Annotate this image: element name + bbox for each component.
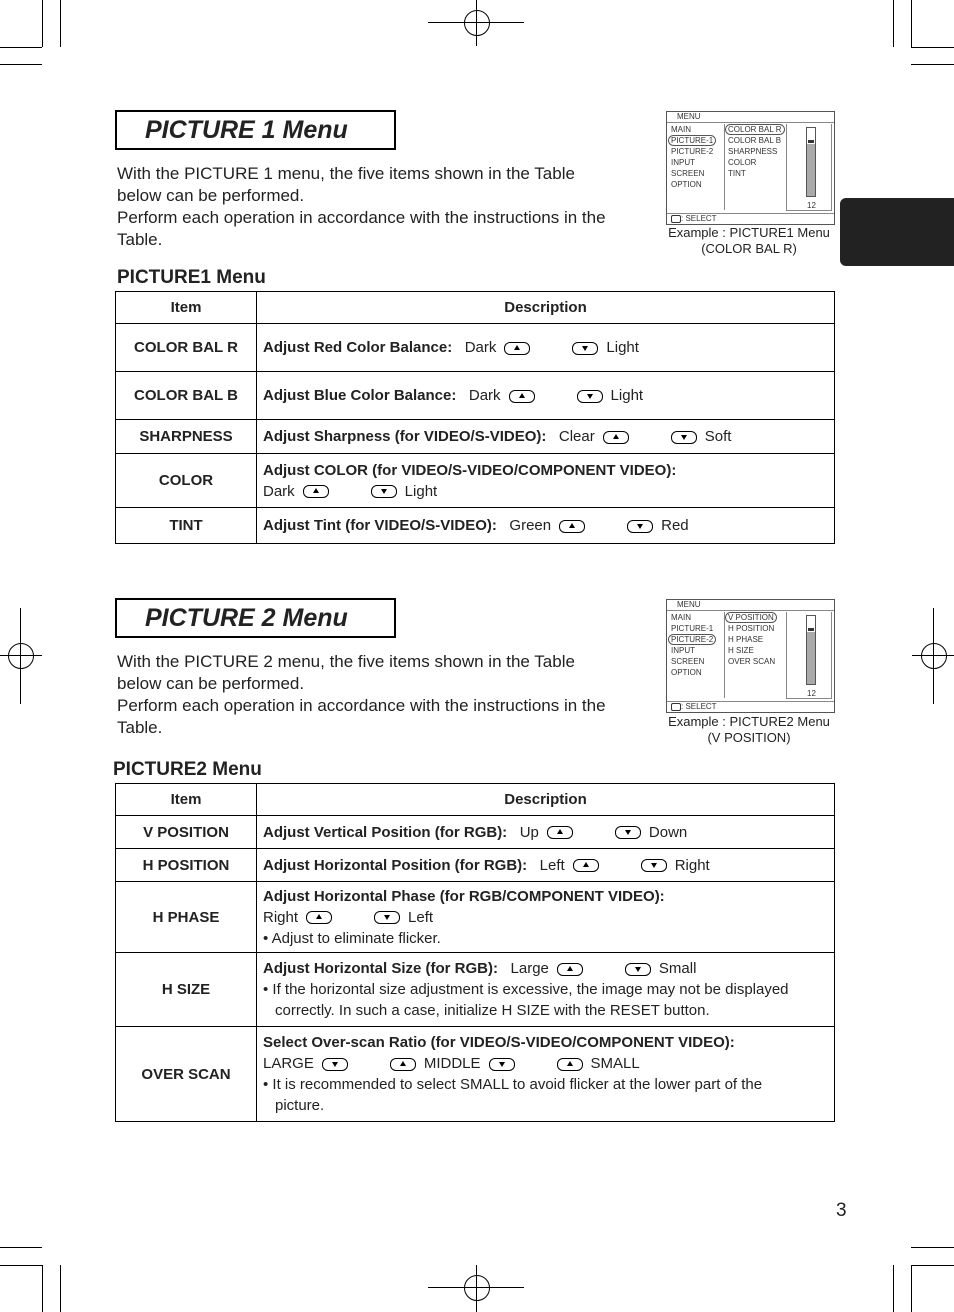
crop-mark bbox=[911, 1265, 954, 1266]
up-arrow-icon bbox=[603, 431, 629, 444]
picture2-table bbox=[115, 783, 835, 1122]
up-arrow-icon bbox=[303, 485, 329, 498]
down-arrow-icon bbox=[671, 431, 697, 444]
menu-footer: : SELECT bbox=[667, 213, 834, 224]
crop-mark bbox=[42, 1265, 43, 1312]
up-arrow-icon bbox=[504, 342, 530, 355]
menu-value: 12 bbox=[807, 689, 816, 698]
table-row: COLOR BAL R Adjust Red Color Balance: Dark Light bbox=[116, 324, 835, 372]
table-header-row bbox=[116, 292, 835, 324]
menu-right-column: COLOR BAL R COLOR BAL B SHARPNESS COLOR TINT bbox=[724, 124, 790, 210]
up-arrow-icon bbox=[559, 520, 585, 533]
crop-mark bbox=[42, 0, 43, 47]
up-arrow-icon bbox=[557, 1058, 583, 1071]
table-row: COLOR BAL B Adjust Blue Color Balance: Dark Light bbox=[116, 372, 835, 420]
column-header-description: Description bbox=[257, 784, 835, 816]
up-arrow-icon bbox=[306, 911, 332, 924]
menu-slider bbox=[806, 615, 816, 685]
crop-mark bbox=[0, 47, 42, 48]
select-icon bbox=[671, 703, 681, 711]
menu-slider-panel bbox=[786, 612, 832, 699]
down-arrow-icon bbox=[625, 963, 651, 976]
registration-mark bbox=[921, 643, 947, 669]
menu-left-column: MAIN PICTURE-1 PICTURE-2 INPUT SCREEN OPTION bbox=[671, 124, 721, 190]
table-row: H POSITION Adjust Horizontal Position (for RGB): Left Right bbox=[116, 849, 835, 882]
down-arrow-icon bbox=[572, 342, 598, 355]
crop-mark bbox=[911, 47, 954, 48]
crop-mark bbox=[911, 0, 912, 47]
picture1-title-box bbox=[115, 110, 396, 150]
crop-mark bbox=[0, 64, 42, 65]
up-arrow-icon bbox=[573, 859, 599, 872]
crop-mark bbox=[0, 1247, 42, 1248]
picture2-caption: Example : PICTURE2 Menu (V POSITION) bbox=[668, 714, 830, 745]
table-row: COLOR Adjust COLOR (for VIDEO/S-VIDEO/COMPONENT VIDEO): Dark Light bbox=[116, 454, 835, 508]
column-header-description: Description bbox=[257, 292, 835, 324]
down-arrow-icon bbox=[641, 859, 667, 872]
column-header-item: Item bbox=[116, 784, 257, 816]
menu-header: MENU bbox=[667, 112, 834, 123]
menu-slider bbox=[806, 127, 816, 197]
down-arrow-icon bbox=[489, 1058, 515, 1071]
select-icon bbox=[671, 215, 681, 223]
crop-mark bbox=[911, 1247, 954, 1248]
crop-mark bbox=[911, 1265, 912, 1312]
table-row: H SIZE Adjust Horizontal Size (for RGB): Large Small • If the horizontal size adjustment is excessive, the image may not be displayed correctly. In such a case, initialize H SIZE with the RESET button. bbox=[116, 953, 835, 1027]
picture2-menu-example bbox=[666, 599, 835, 713]
picture1-table bbox=[115, 291, 835, 544]
page-number: 3 bbox=[836, 1200, 847, 1221]
registration-mark bbox=[464, 1275, 490, 1301]
down-arrow-icon bbox=[374, 911, 400, 924]
table-header-row bbox=[116, 784, 835, 816]
registration-mark bbox=[8, 643, 34, 669]
menu-value: 12 bbox=[807, 201, 816, 210]
registration-mark bbox=[464, 10, 490, 36]
picture1-menu-example bbox=[666, 111, 835, 225]
chapter-tab bbox=[840, 198, 954, 266]
table-row: TINT Adjust Tint (for VIDEO/S-VIDEO): Green Red bbox=[116, 508, 835, 544]
picture1-title: PICTURE 1 Menu bbox=[145, 116, 348, 144]
column-header-item: Item bbox=[116, 292, 257, 324]
crop-mark bbox=[0, 1265, 42, 1266]
picture1-section-heading: PICTURE1 Menu bbox=[117, 267, 266, 288]
picture2-section-heading: PICTURE2 Menu bbox=[113, 759, 262, 780]
picture2-title-box bbox=[115, 598, 396, 638]
up-arrow-icon bbox=[557, 963, 583, 976]
crop-mark bbox=[893, 0, 894, 47]
crop-mark bbox=[893, 1265, 894, 1312]
up-arrow-icon bbox=[547, 826, 573, 839]
picture2-title: PICTURE 2 Menu bbox=[145, 604, 348, 632]
picture1-intro: With the PICTURE 1 menu, the five items shown in the Table below can be performed. Perform each operation in accordance with the instructions in the Table. bbox=[117, 164, 606, 249]
up-arrow-icon bbox=[509, 390, 535, 403]
down-arrow-icon bbox=[577, 390, 603, 403]
menu-left-column: MAIN PICTURE-1 PICTURE-2 INPUT SCREEN OPTION bbox=[671, 612, 721, 678]
up-arrow-icon bbox=[390, 1058, 416, 1071]
table-row: OVER SCAN Select Over-scan Ratio (for VIDEO/S-VIDEO/COMPONENT VIDEO): LARGE MIDDLE SMALL • It is recommended to select SMALL to avoid flicker at the lower part of the picture. bbox=[116, 1027, 835, 1122]
down-arrow-icon bbox=[615, 826, 641, 839]
menu-slider-panel bbox=[786, 124, 832, 211]
crop-mark bbox=[911, 64, 954, 65]
down-arrow-icon bbox=[627, 520, 653, 533]
table-row: V POSITION Adjust Vertical Position (for RGB): Up Down bbox=[116, 816, 835, 849]
crop-mark bbox=[60, 1265, 61, 1312]
table-row: SHARPNESS Adjust Sharpness (for VIDEO/S-VIDEO): Clear Soft bbox=[116, 420, 835, 454]
table-row: H PHASE Adjust Horizontal Phase (for RGB/COMPONENT VIDEO): Right Left • Adjust to eliminate flicker. bbox=[116, 882, 835, 953]
crop-mark bbox=[60, 0, 61, 47]
menu-right-column: V POSITION H POSITION H PHASE H SIZE OVER SCAN bbox=[724, 612, 790, 698]
picture1-caption: Example : PICTURE1 Menu (COLOR BAL R) bbox=[668, 225, 830, 256]
down-arrow-icon bbox=[371, 485, 397, 498]
down-arrow-icon bbox=[322, 1058, 348, 1071]
menu-header: MENU bbox=[667, 600, 834, 611]
picture2-intro: With the PICTURE 2 menu, the five items shown in the Table below can be performed. Perform each operation in accordance with the instructions in the Table. bbox=[117, 652, 606, 737]
menu-footer: : SELECT bbox=[667, 701, 834, 712]
